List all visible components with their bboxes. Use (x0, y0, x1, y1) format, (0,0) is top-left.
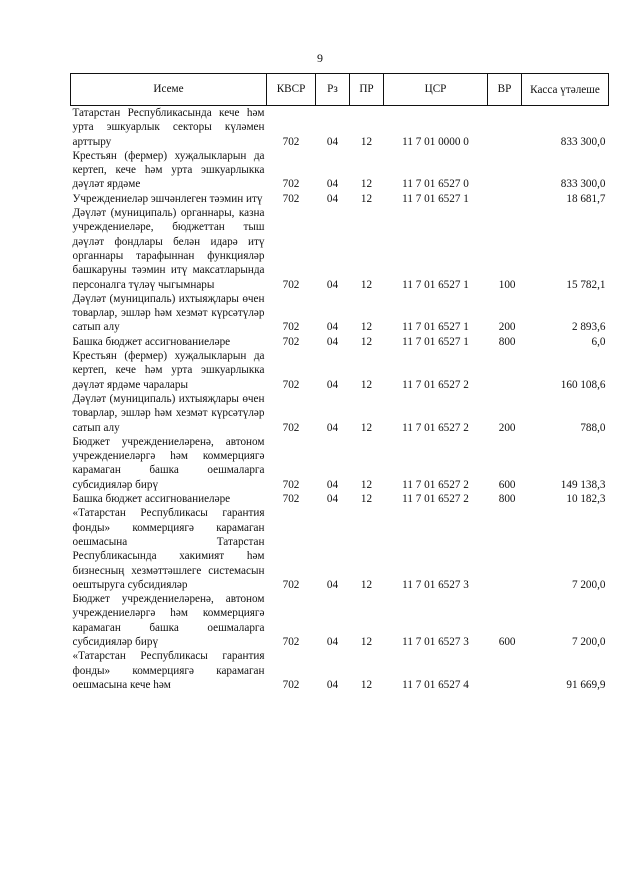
row-csr: 11 7 01 0000 0 (402, 135, 469, 148)
row-csr: 11 7 01 6527 1 (402, 335, 469, 348)
table-row (71, 492, 609, 506)
row-pr: 12 (360, 478, 373, 491)
row-vr: 200 (498, 321, 516, 334)
row-rz: 04 (326, 321, 339, 334)
header-csr: ЦСР (384, 74, 488, 106)
row-csr: 11 7 01 6527 1 (402, 321, 469, 334)
row-rz: 04 (326, 478, 339, 491)
table-row (71, 149, 609, 192)
row-amount: 833 300,0 (560, 135, 606, 148)
row-csr: 11 7 01 6527 2 (402, 421, 469, 434)
row-rz: 04 (326, 135, 339, 148)
row-name: «Татарстан Республикасы гарантия фонды» коммерциягә карамаган оешмасына кече һәм (72, 650, 265, 691)
row-amount: 91 669,9 (566, 678, 606, 691)
row-kvsr: 702 (282, 635, 300, 648)
row-csr: 11 7 01 6527 0 (402, 178, 469, 191)
table-row (71, 106, 609, 149)
row-csr: 11 7 01 6527 1 (402, 192, 469, 205)
table-row (71, 206, 609, 292)
row-amount: 149 138,3 (560, 478, 606, 491)
budget-table (70, 73, 609, 692)
row-amount: 833 300,0 (560, 178, 606, 191)
row-vr (488, 649, 522, 692)
row-rz: 04 (326, 678, 339, 691)
row-amount: 7 200,0 (571, 635, 606, 648)
header-vr: ВР (488, 74, 522, 106)
row-vr (488, 349, 522, 392)
row-vr: 600 (498, 478, 516, 491)
row-csr: 11 7 01 6527 2 (402, 493, 469, 506)
table-row (71, 192, 609, 206)
row-amount: 6,0 (591, 335, 606, 348)
row-pr: 12 (360, 635, 373, 648)
row-kvsr: 702 (282, 678, 300, 691)
row-kvsr: 702 (282, 135, 300, 148)
row-pr: 12 (360, 135, 373, 148)
row-amount: 2 893,6 (571, 321, 606, 334)
row-rz: 04 (326, 578, 339, 591)
header-pr: ПР (350, 74, 384, 106)
row-vr: 800 (498, 335, 516, 348)
row-pr: 12 (360, 421, 373, 434)
page-number: 9 (317, 51, 323, 65)
row-kvsr: 702 (282, 578, 300, 591)
row-rz: 04 (326, 493, 339, 506)
row-name: Крестьян (фермер) хуҗалыкларын да кертеп, кече һәм урта эшкуарлыкка дәүләт ярдәме чаралары (72, 350, 265, 391)
row-csr: 11 7 01 6527 3 (402, 578, 469, 591)
row-name: Дәүләт (муниципаль) ихтыяҗлары өчен товарлар, эшләр һәм хезмәт күрсәтүләр сатып алу (72, 292, 265, 334)
row-name: Бюджет учреждениеләренә, автоном учреждениеләргә һәм коммерциягә карамаган башка оешмаларга субсидияләр бирү (72, 593, 265, 648)
row-name: Дәүләт (муниципаль) органнары, казна учреждениеләре, бюджеттан тыш дәүләт фондлары белән идарә итү органнары тарафыннан функцияләр башкаруны тәэмин итү максатларында персоналга түләү чыгымнары (72, 207, 265, 291)
row-rz: 04 (326, 278, 339, 291)
row-pr: 12 (360, 178, 373, 191)
header-kvsr: КВСР (267, 74, 316, 106)
table-row (71, 649, 609, 692)
row-vr: 200 (498, 421, 516, 434)
row-name: Башка бюджет ассигнованиеләре (72, 493, 231, 506)
row-name: Башка бюджет ассигнованиеләре (72, 335, 231, 348)
table-row (71, 335, 609, 349)
row-rz: 04 (326, 178, 339, 191)
table-row (71, 349, 609, 392)
row-pr: 12 (360, 493, 373, 506)
row-pr: 12 (360, 335, 373, 348)
row-name: Крестьян (фермер) хуҗалыкларын да кертеп, кече һәм урта эшкуарлыкка дәүләт ярдәме (72, 149, 265, 191)
row-amount: 788,0 (580, 421, 606, 434)
header-rz: Рз (316, 74, 350, 106)
row-kvsr: 702 (282, 335, 300, 348)
row-rz: 04 (326, 421, 339, 434)
row-kvsr: 702 (282, 478, 300, 491)
row-kvsr: 702 (282, 178, 300, 191)
row-pr: 12 (360, 278, 373, 291)
row-amount: 7 200,0 (571, 578, 606, 591)
row-pr: 12 (360, 578, 373, 591)
table-row (71, 392, 609, 435)
row-rz: 04 (326, 192, 339, 205)
row-csr: 11 7 01 6527 3 (402, 635, 469, 648)
table-row (71, 506, 609, 592)
row-csr: 11 7 01 6527 2 (402, 478, 469, 491)
row-csr: 11 7 01 6527 4 (402, 678, 469, 691)
row-vr: 100 (498, 278, 516, 291)
row-pr: 12 (360, 321, 373, 334)
row-kvsr: 702 (282, 421, 300, 434)
row-vr: 800 (498, 493, 516, 506)
row-kvsr: 702 (282, 378, 300, 391)
row-kvsr: 702 (282, 493, 300, 506)
row-pr: 12 (360, 192, 373, 205)
row-csr: 11 7 01 6527 2 (402, 378, 469, 391)
table-row (71, 292, 609, 335)
row-rz: 04 (326, 635, 339, 648)
row-amount: 15 782,1 (566, 278, 606, 291)
row-rz: 04 (326, 378, 339, 391)
row-name: «Татарстан Республикасы гарантия фонды» коммерциягә карамаган оешмасына Татарстан Республикасында хакимият һәм бизнесның хезмәттәшлеге системасын оештыруга субсидияләр (72, 507, 265, 591)
table-row (71, 435, 609, 492)
row-pr: 12 (360, 378, 373, 391)
row-kvsr: 702 (282, 192, 300, 205)
row-pr: 12 (360, 678, 373, 691)
row-vr (488, 506, 522, 592)
row-name: Дәүләт (муниципаль) ихтыяҗлары өчен товарлар, эшләр һәм хезмәт күрсәтүләр сатып алу (72, 392, 265, 434)
row-kvsr: 702 (282, 321, 300, 334)
row-csr: 11 7 01 6527 1 (402, 278, 469, 291)
table-row (71, 592, 609, 649)
row-name: Татарстан Республикасында кече һәм урта эшкуарлык секторы күләмен арттыру (72, 107, 265, 148)
row-kvsr: 702 (282, 278, 300, 291)
table-body (71, 106, 609, 693)
row-vr (488, 192, 522, 206)
row-amount: 160 108,6 (560, 378, 606, 391)
row-amount: 18 681,7 (566, 192, 606, 205)
row-amount: 10 182,3 (566, 493, 606, 506)
row-vr (488, 149, 522, 192)
row-name: Учреждениеләр эшчәнлеген тәэмин итү (72, 192, 263, 205)
table-header (71, 74, 609, 106)
row-rz: 04 (326, 335, 339, 348)
row-vr: 600 (498, 635, 516, 648)
header-name: Исеме (71, 74, 267, 106)
row-vr (488, 106, 522, 149)
header-kassa: Касса үтәлеше (522, 74, 609, 106)
row-name: Бюджет учреждениеләренә, автоном учреждениеләргә һәм коммерциягә карамаган башка оешмаларга субсидияләр бирү (72, 435, 265, 491)
